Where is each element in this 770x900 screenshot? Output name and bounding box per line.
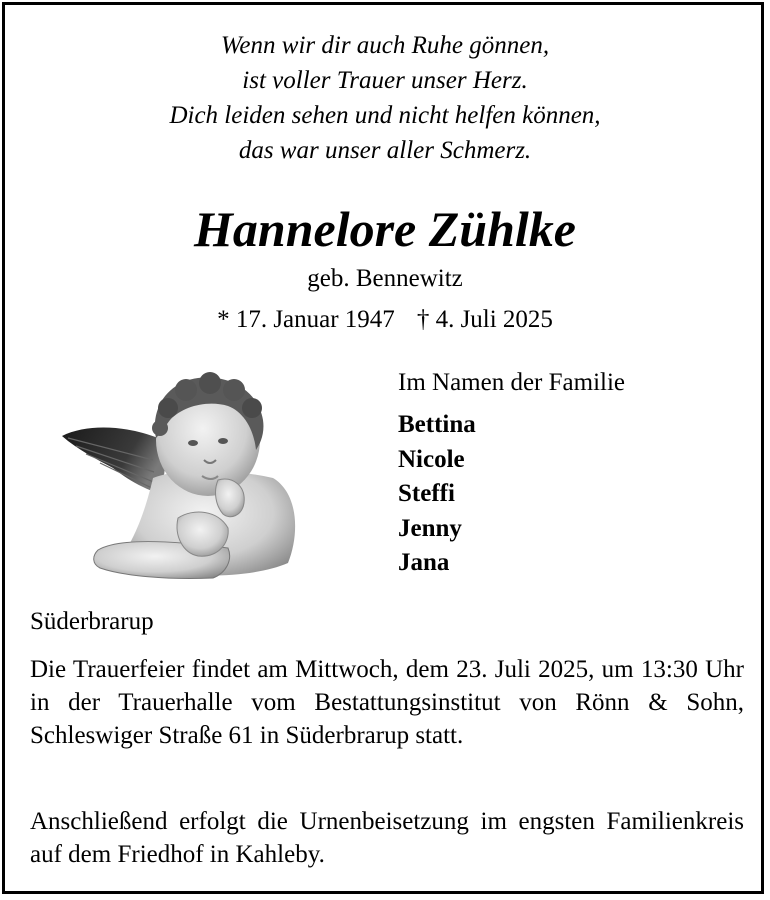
place: Süderbrarup	[30, 608, 154, 635]
cherub-angel-icon	[58, 368, 308, 588]
poem-line: Dich leiden sehen und nicht helfen können,	[169, 102, 601, 129]
deceased-name: Hannelore Zühlke	[194, 201, 576, 257]
family-member: Jana	[398, 549, 450, 576]
family-members	[398, 408, 625, 581]
family-member: Jenny	[398, 514, 462, 542]
burial-paragraph: Anschließend erfolgt die Urnenbeisetzung im engsten Familienkreis auf dem Friedhof in Kahleby.	[30, 808, 744, 868]
family-intro: Im Namen der Familie	[398, 369, 626, 396]
death-date: † 4. Juli 2025	[416, 306, 553, 333]
poem-line: ist voller Trauer unser Herz.	[242, 67, 528, 94]
birth-date: * 17. Januar 1947	[217, 306, 395, 333]
family-member: Steffi	[398, 480, 455, 507]
poem	[0, 28, 770, 168]
family-section	[398, 366, 625, 581]
poem-line: das war unser aller Schmerz.	[238, 137, 532, 164]
funeral-paragraph: Die Trauerfeier findet am Mittwoch, dem 23. Juli 2025, um 13:30 Uhr in der Trauerhalle vom Bestattungsinstitut von Rönn & Sohn, Schleswiger Straße 61 in Süderbrarup statt.	[30, 656, 744, 749]
poem-line: Wenn wir dir auch Ruhe gönnen,	[220, 32, 550, 59]
maiden-name: geb. Bennewitz	[307, 265, 463, 292]
life-dates	[0, 303, 770, 337]
family-member: Bettina	[398, 411, 476, 438]
family-member: Nicole	[398, 445, 465, 473]
